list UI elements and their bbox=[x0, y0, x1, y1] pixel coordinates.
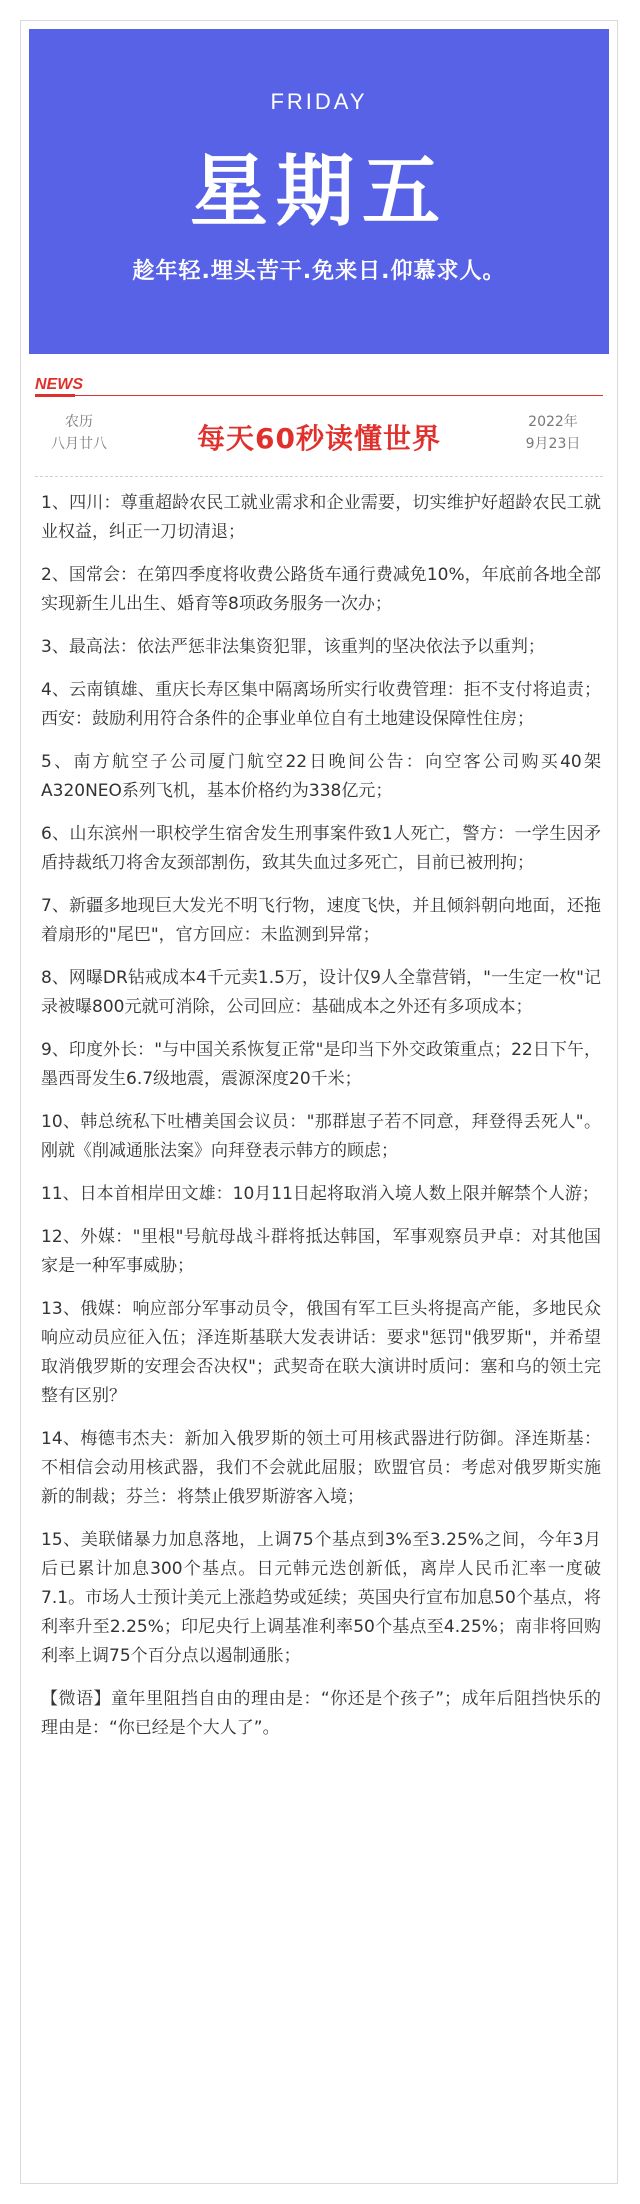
weekday-banner bbox=[29, 29, 609, 354]
weekday-english: FRIDAY bbox=[270, 89, 368, 114]
news-item: 5、南方航空子公司厦门航空22日晚间公告：向空客公司购买40架A320NEO系列飞机，基本价格约为338亿元； bbox=[41, 752, 601, 801]
news-item: 4、云南镇雄、重庆长寿区集中隔离场所实行收费管理：拒不支付将追责；西安：鼓励利用符合条件的企事业单位自有土地建设保障性住房； bbox=[41, 680, 601, 729]
gregorian-date bbox=[513, 411, 593, 455]
news-item: 1、四川：尊重超龄农民工就业需求和企业需要，切实维护好超龄农民工就业权益，纠正一刀切清退； bbox=[41, 493, 601, 542]
dashed-divider bbox=[35, 476, 603, 477]
news-item: 12、外媒："里根"号航母战斗群将抵达韩国，军事观察员尹卓：对其他国家是一种军事威胁； bbox=[41, 1227, 601, 1276]
news-item: 7、新疆多地现巨大发光不明飞行物，速度飞快，并且倾斜朝向地面，还拖着扇形的"尾巴"，官方回应：未监测到异常； bbox=[41, 896, 601, 945]
date-day: 9月23日 bbox=[525, 436, 581, 452]
news-divider bbox=[35, 395, 603, 396]
quote-item: 【微语】童年里阻挡自由的理由是：“你还是个孩子”；成年后阻挡快乐的理由是：“你已经是个大人了”。 bbox=[41, 1689, 601, 1738]
news-item: 10、韩总统私下吐槽美国会议员："那群崽子若不同意，拜登得丢死人"。刚就《削减通胀法案》向拜登表示韩方的顾虑； bbox=[41, 1112, 601, 1161]
news-item: 14、梅德韦杰夫：新加入俄罗斯的领土可用核武器进行防御。泽连斯基：不相信会动用核武器，我们不会就此屈服；欧盟官员：考虑对俄罗斯实施新的制裁；芬兰：将禁止俄罗斯游客入境； bbox=[41, 1429, 601, 1507]
news-item: 9、印度外长："与中国关系恢复正常"是印当下外交政策重点；22日下午，墨西哥发生6.7级地震，震源深度20千米； bbox=[41, 1040, 601, 1089]
lunar-day: 八月廿八 bbox=[51, 436, 107, 452]
news-tag: NEWS bbox=[35, 376, 83, 393]
news-list bbox=[41, 489, 601, 1757]
news-item: 13、俄媒：响应部分军事动员令，俄国有军工巨头将提高产能，多地民众响应动员应征入伍；泽连斯基联大发表讲话：要求"惩罚"俄罗斯"，并希望取消俄罗斯的安理会否决权"；武契奇在联大演讲时质问：塞和乌的领土完整有区别？ bbox=[41, 1299, 601, 1406]
news-item: 6、山东滨州一职校学生宿舍发生刑事案件致1人死亡，警方：一学生因矛盾持裁纸刀将舍友颈部割伤，致其失血过多死亡，目前已被刑拘； bbox=[41, 824, 601, 873]
date-bar bbox=[35, 411, 603, 471]
lunar-label: 农历 bbox=[65, 414, 93, 430]
news-item: 2、国常会：在第四季度将收费公路货车通行费减免10%，年底前各地全部实现新生儿出生、婚育等8项政务服务一次办； bbox=[41, 565, 601, 614]
news-item: 8、网曝DR钻戒成本4千元卖1.5万，设计仅9人全靠营销，"一生定一枚"记录被曝800元就可消除，公司回应：基础成本之外还有多项成本； bbox=[41, 968, 601, 1017]
date-year: 2022年 bbox=[528, 414, 578, 430]
article-card bbox=[20, 20, 618, 2184]
weekday-chinese: 星期五 bbox=[189, 147, 448, 237]
banner-motto: 趁年轻.埋头苦干.免来日.仰慕求人。 bbox=[132, 259, 506, 284]
page-title: 每天60秒读懂世界 bbox=[197, 422, 441, 455]
news-item: 3、最高法：依法严惩非法集资犯罪，该重判的坚决依法予以重判； bbox=[41, 637, 545, 657]
news-item: 15、美联储暴力加息落地，上调75个基点到3%至3.25%之间，今年3月后已累计加息300个基点。日元韩元迭创新低，离岸人民币汇率一度破7.1。市场人士预计美元上涨趋势或延续；英国央行宣布加息50个基点，将利率升至2.25%；印尼央行上调基准利率50个基点至4.25%；南非将回购利率上调75个百分点以遏制通胀； bbox=[41, 1530, 601, 1666]
news-item: 11、日本首相岸田文雄：10月11日起将取消入境人数上限并解禁个人游； bbox=[41, 1184, 599, 1204]
